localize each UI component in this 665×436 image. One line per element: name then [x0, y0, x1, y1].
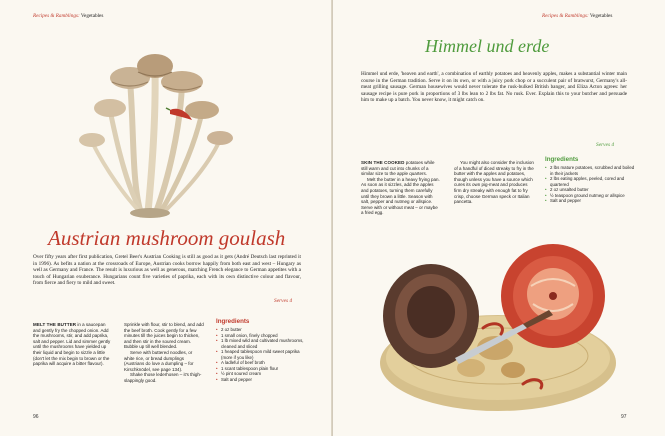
apple-potato-pan-illustration: [373, 228, 623, 418]
ingredient-item: • 1 lb mixed wild and cultivated mushrooms, cleaned and sliced: [216, 338, 304, 349]
page-number: 97: [621, 414, 627, 420]
method-paragraph: Melt the butter in a heavy frying pan. As soon as it sizzles, add the apples and potatoes, turning them carefully until they brown a little. Season with salt, pepper and nutmeg or allspice. Serve with or without meat – or maybe a fried egg.: [361, 176, 440, 216]
serves-label: Serves 4: [596, 142, 615, 148]
method-paragraph: Shake those lederhosen – it's thigh-slappingly good.: [124, 372, 202, 383]
recipe-title: Himmel und erde: [425, 36, 550, 56]
right-page: [333, 0, 665, 436]
mushroom-illustration: [70, 30, 240, 220]
method-paragraph: Sprinkle with flour, stir to blend, and add the beef broth. Cook gently for a few minutes till the juices begin to thicken, and then stir in the soured cream. Bubble up till well blended.: [124, 322, 204, 350]
running-head-series: Recipes & Ramblings:: [33, 13, 80, 19]
method-paragraph: Serve with buttered noodles, or white rice, or bread dumplings (Austrians do love a dumpling – for Kirschknödel, see page 134).: [124, 349, 194, 372]
ingredients-heading: Ingredients: [545, 156, 579, 163]
ingredient-item: • Salt and pepper: [545, 198, 637, 204]
ingredient-item: • 1 small onion, finely chopped: [216, 333, 304, 339]
recipe-title: Austrian mushroom goulash: [48, 226, 286, 250]
running-head-chapter: Vegetables: [80, 13, 104, 19]
recipe-intro: Himmel und erde, 'heaven and earth', a combination of earthly potatoes and heavenly apples, makes a substantial winter main course in the German tradition. Serve it on its own, or with a juicy pork chop or a succulent pair of bratwurst, Germany's all-meat grilling sausage. German housewives would never tolerate the rusk-bulked British banger, and Eliza Acton agrees: her sausage recipe is pure pork in proportions of 3 lbs lean to 2 lbs fat. No rusk. Ever. Explain this to your butcher and persuade him to make up a batch. You never know, it might catch on.: [361, 71, 627, 103]
ingredient-item: • ½ pint soured cream: [216, 371, 304, 377]
serves-label: Serves 4: [274, 298, 293, 304]
ingredient-item: • 2 oz unsalted butter: [545, 187, 637, 193]
ingredient-item: • 1 heaped tablespoon mild sweet paprika (more if you like): [216, 349, 304, 360]
ingredients-column: [545, 156, 637, 204]
running-head-left: [33, 13, 103, 19]
method-column-2: [124, 322, 204, 384]
running-head-chapter: Vegetables: [589, 13, 613, 19]
method-column-1: [361, 160, 441, 216]
method-column-2: [454, 160, 534, 205]
page-number: 96: [33, 414, 39, 420]
ingredients-list: [545, 165, 637, 204]
ingredient-item: • Salt and pepper: [216, 377, 304, 383]
running-head-right: [542, 13, 612, 19]
ingredient-item: • ½ teaspoon ground nutmeg or allspice: [545, 193, 637, 199]
ingredient-item: • 1 scant tablespoon plain flour: [216, 366, 304, 372]
ingredients-heading: Ingredients: [216, 318, 250, 325]
method-lead: MELT THE BUTTER: [33, 322, 77, 327]
ingredient-item: • 2 oz butter: [216, 327, 304, 333]
method-paragraph: SKIN THE COOKED potatoes while still warm and cut into chunks of a similar size to the apple quarters.: [361, 160, 435, 177]
method-paragraph: MELT THE BUTTER in a saucepan and gently fry the chopped onion. Add the mushrooms, stir, and add paprika, salt and pepper. Lid and simmer gently until the mushrooms have yielded up their liquid and begin to sizzle a little (don't let the mix begin to brown or the paprika will acquire a bitter flavour).: [33, 322, 111, 367]
method-column-1: [33, 322, 113, 367]
ingredient-item: • 2 lbs mature potatoes, scrubbed and boiled in their jackets: [545, 165, 637, 176]
running-head-series: Recipes & Ramblings:: [542, 13, 589, 19]
recipe-intro: Over fifty years after first publication, Gretel Beer's Austrian Cooking is still as good as it gets (André Deutsch last reprinted it in 1996). As befits a nation at the crossroads of Europe, Austrian cooks borrow happily from both east and west – Hungary as well as Germany and France. The result is luxurious as well as generous, matching French elegance to German appetites with a touch of Hungarian exuberance. Hungarians count five varieties of paprika, each with its own distinctive colour and flavour, from fierce and fiery to mild and sweet.: [33, 254, 301, 286]
method-paragraph: You might also consider the inclusion of a handful of diced streaky to fry in the butter with the apples and potatoes, though unless you have a source which cures its own pig-meat and produces firm dry streaky with enough fat to fry crisp, choose German speck or Italian pancetta.: [454, 160, 534, 205]
ingredient-item: • 2 lbs eating apples, peeled, cored and quartered: [545, 176, 637, 187]
ingredient-item: • A ladleful of beef broth: [216, 360, 304, 366]
method-lead: SKIN THE COOKED: [361, 160, 405, 165]
left-page: [0, 0, 332, 436]
ingredients-column: [216, 318, 304, 382]
ingredients-list: [216, 327, 304, 382]
